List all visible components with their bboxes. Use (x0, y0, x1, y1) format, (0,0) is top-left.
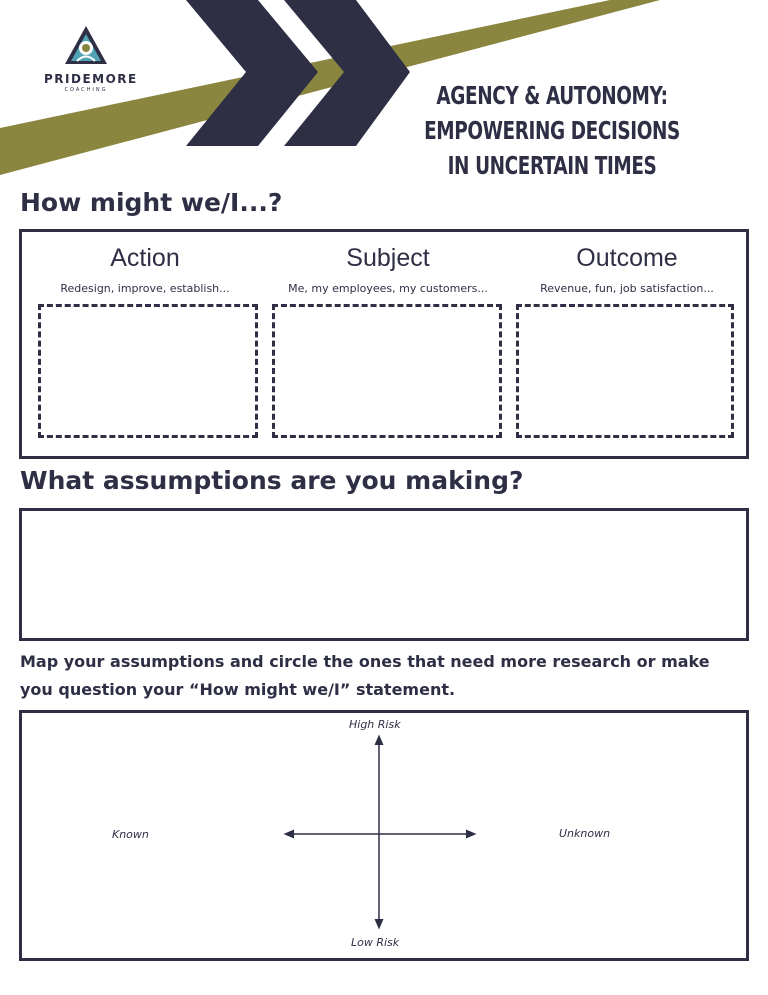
logo-subtitle: COACHING (64, 87, 108, 93)
hmw-column-outcome (508, 232, 746, 456)
column-hint: Me, my employees, my customers... (288, 282, 488, 295)
subject-input-area[interactable] (272, 304, 502, 438)
page-title (421, 78, 683, 183)
hmw-panel (19, 229, 749, 459)
hmw-column-subject (268, 232, 508, 456)
action-input-area[interactable] (38, 304, 258, 438)
column-title: Action (110, 244, 180, 272)
map-instruction: Map your assumptions and circle the ones that need more research or make you question your “How might we/I” statement. (20, 652, 710, 699)
column-title: Outcome (576, 244, 678, 272)
axis-label-known: Known (112, 828, 149, 841)
column-hint: Revenue, fun, job satisfaction... (540, 282, 714, 295)
title-line: EMPOWERING DECISIONS (424, 116, 680, 145)
chevron-left (186, 0, 318, 146)
assumption-map[interactable] (19, 710, 749, 961)
column-title: Subject (346, 244, 430, 272)
assumptions-input-area[interactable] (19, 508, 749, 641)
axis-label-unknown: Unknown (559, 827, 611, 840)
logo-name: PRIDEMORE (44, 72, 138, 86)
hmw-column-action (22, 232, 268, 456)
title-line: AGENCY & AUTONOMY: (436, 81, 668, 110)
pridemore-logo (44, 24, 138, 93)
axis-label-low-risk: Low Risk (351, 936, 400, 949)
assumptions-heading: What assumptions are you making? (20, 466, 524, 495)
axis-label-high-risk: High Risk (349, 718, 401, 731)
title-line: IN UNCERTAIN TIMES (447, 151, 657, 180)
hmw-heading: How might we/I...? (20, 188, 283, 217)
column-hint: Redesign, improve, establish... (60, 282, 230, 295)
outcome-input-area[interactable] (516, 304, 734, 438)
logo-mark-icon (63, 24, 109, 66)
